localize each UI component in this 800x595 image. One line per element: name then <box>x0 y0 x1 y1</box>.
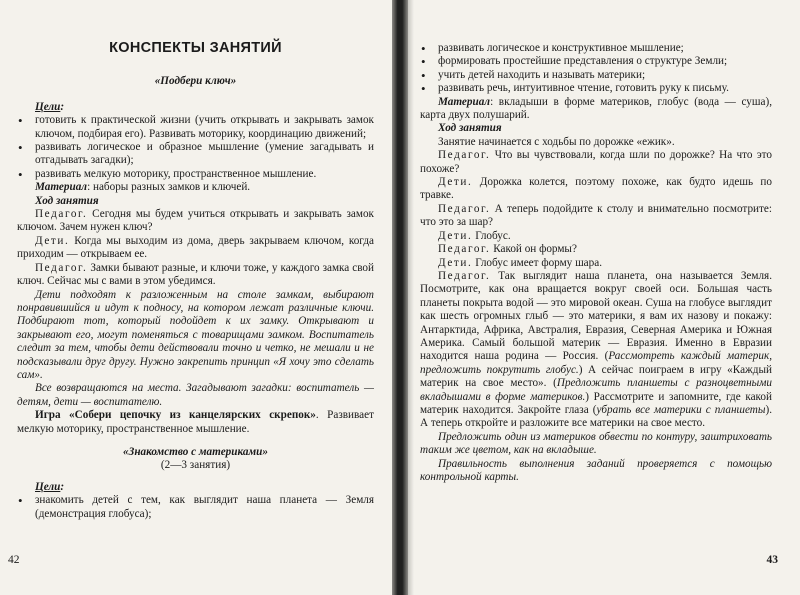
page-number: 43 <box>766 553 778 566</box>
list-item: • развивать мелкую моторику, пространственное мышление. <box>17 168 374 181</box>
text-paragraph: Занятие начинается с ходьбы по дорожке «ежик». <box>438 135 675 148</box>
dialogue-line: Дети. Дорожка колется, поэтому похоже, как будто идешь по травке. <box>420 176 772 202</box>
dialogue-line: Педагог. Что вы чувствовали, когда шли по дорожке? На что это похоже? <box>420 149 772 175</box>
dialogue-line: Педагог. А теперь подойдите к столу и внимательно посмотрите: что это за шар? <box>420 202 772 229</box>
page-number: 42 <box>8 553 20 566</box>
session-count: (2—3 занятия) <box>160 459 231 472</box>
goals-heading: Цели: <box>35 100 65 113</box>
dialogue-line: Дети. Глобус. <box>438 229 511 242</box>
instruction-paragraph: Дети подходят к разложенным на столе замкам, выбирают понравившийся и идут к подносу, на котором лежат различные ключи. Подбирают тот, который подойдет к их замку. Открывают и закрывают его, могут поменяться с товарищами замком. Воспитатель следит за тем, чтобы дети действовали точно и четко, не мешали и не подсказывали друг другу. Нужно закрепить принцип «Я хочу это сделать сам». <box>17 288 374 381</box>
materials-paragraph: Материал: вкладыши в форме материков, глобус (вода — суша), карта двух полушарий. <box>420 95 772 122</box>
right-page <box>408 0 800 595</box>
goals-list <box>420 42 772 96</box>
book-gutter <box>392 0 408 595</box>
dialogue-line: Педагог. Так выглядит наша планета, она называется Земля. Посмотрите, как она вращается вокруг своей оси. Большая часть планеты покрыта водой — это мировой океан. Суша на глобусе выглядит как шесть огромных глыб — это материки, я вам их назову и покажу: Антарктида, Африка, Австралия, Евразия, Северная Америка и Южная Америка. Самый большой материк — Евразия. Именно в Евразии находится наша родина — Россия. (Рассмотреть каждый материк, предложить покрутить глобус.) А сейчас поиграем в игру «Каждый материк на свое место». (Предложить планшеты с разноцветными вкладышами в форме материков.) Рассмотрите и запомните, где какой материк находится. Закройте глаза (убрать все материки с планшеты). А теперь откройте и разложите все материки на свое место. <box>420 269 773 430</box>
page-title: КОНСПЕКТЫ ЗАНЯТИЙ <box>109 40 282 56</box>
list-item: • формировать простейшие представления о структуре Земли; <box>420 55 772 68</box>
course-heading: Ход занятия <box>438 122 502 135</box>
list-item: • учить детей находить и называть материки; <box>420 69 772 82</box>
list-item: • развивать логическое и конструктивное мышление; <box>420 42 772 55</box>
instruction-paragraph: Правильность выполнения заданий проверяется с помощью контрольной карты. <box>420 457 772 483</box>
list-item: • готовить к практической жизни (учить открывать и закрывать замок ключом, подбирая его). Развивать моторику, координацию движений; <box>17 114 374 141</box>
materials-paragraph: Материал: наборы разных замков и ключей. <box>35 181 251 194</box>
game-title: «Подбери ключ» <box>154 75 237 88</box>
goals-list <box>17 494 374 521</box>
dialogue-line: Дети. Когда мы выходим из дома, дверь закрываем ключом, когда приходим — открываем ее. <box>17 234 374 261</box>
materials-label: Материал <box>35 181 88 194</box>
dialogue-line: Дети. Глобус имеет форму шара. <box>438 256 602 269</box>
dialogue-line: Педагог. Какой он формы? <box>438 243 577 256</box>
dialogue-line: Педагог. Сегодня мы будем учиться открывать и закрывать замок ключом. Зачем нужен ключ? <box>17 208 374 234</box>
course-heading: Ход занятия <box>35 194 99 207</box>
game-title: «Знакомство с материками» <box>123 445 268 458</box>
list-item: • развивать речь, интуитивное чтение, готовить руку к письму. <box>420 82 772 95</box>
game-paragraph: Игра «Собери цепочку из канцелярских скрепок». Развивает мелкую моторику, пространственное мышление. <box>17 409 374 435</box>
dialogue-line: Педагог. Замки бывают разные, и ключи тоже, у каждого замка свой ключ. Сейчас мы с вами в этом убедимся. <box>17 261 374 288</box>
instruction-paragraph: Все возвращаются на места. Загадывают загадки: воспитатель — детям, дети — воспитателю. <box>17 382 374 408</box>
list-item: • знакомить детей с тем, как выглядит наша планета — Земля (демонстрация глобуса); <box>17 494 374 521</box>
goals-heading: Цели: <box>35 480 65 493</box>
left-page <box>0 0 392 595</box>
instruction-paragraph: Предложить один из материков обвести по контуру, заштриховать таким же цветом, как на вкладыше. <box>420 430 772 457</box>
materials-label: Материал <box>438 95 491 108</box>
list-item: • развивать логическое и образное мышление (умение загадывать и отгадывать загадки); <box>17 141 374 168</box>
goals-list <box>17 114 374 181</box>
